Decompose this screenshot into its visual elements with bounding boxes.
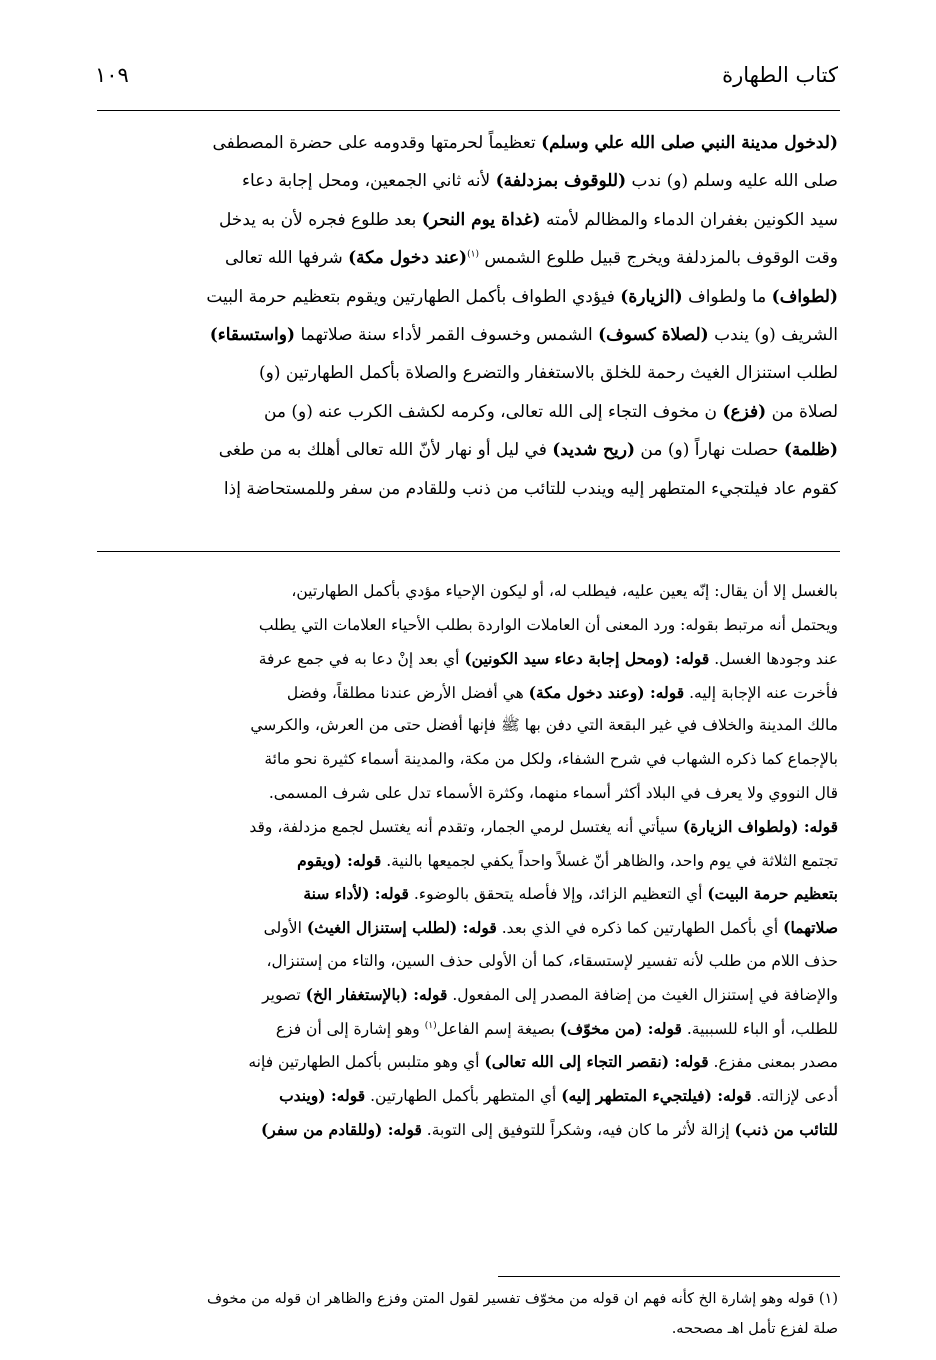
text-run: في ليل أو نهار لأنّ الله تعالى أهلك به من طغى (218, 440, 553, 461)
bold-phrase: (للوقوف بمزدلفة) (495, 171, 627, 192)
text-run: مالك المدينة والخلاف في غير البقعة التي دفن بها ﷺ فإنها أفضل حتى من العرش، والكرسي (250, 716, 838, 735)
text-run: سيأتي أنه يغتسل لرمي الجمار، وتقدم أنه يغتسل لجمع مزدلفة، وقد (249, 818, 683, 837)
main-text-line (96, 470, 838, 508)
bold-phrase: (واستسقاء) (209, 325, 296, 345)
text-run: الشريف (و) يندب (708, 325, 838, 345)
commentary-line (96, 810, 838, 843)
bold-phrase: (فزع) (722, 401, 767, 422)
text-run: الشمس وخسوف القمر لأداء سنة صلاتهما (295, 325, 599, 345)
commentary-line (96, 844, 838, 877)
commentary-line (96, 575, 838, 608)
text-run: لأنه ثاني الجمعين، ومحل إجابة دعاء (242, 171, 496, 192)
footnote-line (96, 1285, 838, 1313)
main-text-line (96, 316, 838, 354)
text-run: بالغسل إلا أن يقال: إنّه يعين عليه، فيطلب له، أو ليكون الإحياء مؤدي بأكمل الطهارتين، (291, 582, 838, 600)
bold-phrase: (عند دخول مكة) (348, 248, 468, 269)
text-run: أدعى لإزالته. (751, 1087, 838, 1105)
bold-phrase: قوله: (فيلتجيء المتطهر إليه) (561, 1086, 752, 1105)
text-run: حصلت نهاراً (و) من (635, 440, 784, 461)
bold-phrase: قوله: (لطلب إستنزال الغيث) (306, 918, 497, 937)
bold-phrase: (لطواف) (771, 286, 838, 307)
text-run: تعظيماً لحرمتها وقدومه على حضرة المصطفى (212, 133, 542, 153)
text-run: لصلاة من (766, 401, 838, 422)
page-number: ١٠٩ (95, 63, 129, 87)
text-run: تجتمع الثلاثة في يوم واحد، والظاهر أنّ غسلاً واحداً يكفي لجميعها بالنية. (381, 851, 838, 870)
commentary-line (96, 709, 838, 742)
text-run: تصوير (262, 986, 306, 1005)
text-run: صلى الله عليه وسلم (و) ندب (626, 171, 838, 192)
commentary-line (96, 743, 838, 776)
text-run: أي التعظيم الزائد، وإلا فأصله يتحقق بالوضوء. (408, 885, 708, 904)
text-run: ما ولطواف (682, 286, 772, 307)
text-run: أي وهو متلبس بأكمل الطهارتين فإنه (248, 1053, 485, 1072)
header-rule (97, 110, 840, 111)
bold-phrase: قوله: (ويقوم (297, 850, 382, 870)
text-run: لطلب استنزال الغيث رحمة للخلق بالاستغفار والتضرع والصلاة بأكمل الطهارتين (و) (259, 363, 838, 384)
commentary-line (96, 1079, 838, 1112)
text-run: هي أفضل الأرض عندنا مطلقاً، وفضل (286, 683, 529, 702)
text-run: أي المتطهر بأكمل الطهارتين. (365, 1087, 562, 1105)
text-run: شرفها الله تعالى (225, 248, 349, 269)
bold-phrase: قوله: (ولطواف الزيارة) (682, 817, 838, 837)
text-run: عند وجودها الغسل. (709, 650, 838, 669)
bold-phrase: قوله: (وعند دخول مكة) (528, 682, 685, 702)
footnote-marker: (١) (424, 1020, 437, 1031)
commentary-line (96, 1113, 838, 1146)
main-text-line (96, 431, 838, 469)
commentary-line (96, 777, 838, 810)
text-run: الأولى (263, 919, 307, 937)
text-run: (١) قوله وهو إشارة الخ كأنه فهم ان قوله من مخوّف تفسير لقول المتن وفزع والظاهر ان قوله من مخوف (206, 1291, 838, 1307)
bold-phrase: قوله: (من مخوّف) (559, 1018, 682, 1038)
main-text-line (96, 278, 838, 316)
running-title: كتاب الطهارة (722, 63, 838, 87)
footnote-rule (498, 1276, 840, 1277)
main-text-line (96, 124, 838, 162)
bold-phrase: قوله: (نقصر التجاء إلى الله تعالى) (484, 1052, 709, 1072)
text-run: أي بأكمل الطهارتين كما ذكره في الذي بعد. (496, 919, 784, 937)
bold-phrase: (لصلاة كسوف) (598, 325, 709, 345)
text-run: ويحتمل أنه مرتبط بقوله: ورد المعنى أن العاملات الواردة بطلب الأحياء العلامات التي يطلب (258, 615, 838, 634)
bold-phrase: (الزيارة) (620, 286, 683, 307)
main-text-line (96, 239, 838, 277)
footnote-marker: (١) (467, 249, 479, 260)
commentary-line (96, 911, 838, 944)
text-run: إزالة لأثر ما كان فيه، وشكراً للتوفيق إلى التوبة. (421, 1120, 735, 1139)
commentary-line (96, 1045, 838, 1078)
bold-phrase: صلاتهما) (783, 918, 838, 937)
main-text-line (96, 393, 838, 431)
text-run: وهو إشارة إلى أن فزع (275, 1019, 425, 1038)
bold-phrase: قوله: (بالإستغفار الخ) (305, 985, 448, 1005)
main-text-line (96, 354, 838, 392)
text-run: مصدر بمعنى مفزع. (708, 1053, 838, 1072)
commentary-line (96, 609, 838, 642)
bold-phrase: قوله: (وللقادم من سفر) (260, 1119, 422, 1139)
text-run: ن مخوف التجاء إلى الله تعالى، وكرمه لكشف الكرب عنه (و) من (263, 401, 723, 422)
main-text-line (96, 201, 838, 239)
section-divider (97, 551, 840, 552)
text-run: أي بعد إنْ دعا به في جمع عرفة (258, 650, 465, 669)
text-run: حذف اللام من طلب لأنه تفسير لإستسقاء، كما أن الأولى حذف السين، والتاء من إستنزال، (266, 951, 838, 970)
bold-phrase: للتائب من ذنب) (734, 1119, 838, 1139)
bold-phrase: (ظلمة) (783, 440, 838, 461)
text-run: بصيغة إسم الفاعل (436, 1019, 560, 1038)
bold-phrase: (غداة يوم النحر) (421, 209, 541, 230)
text-run: والإضافة في إستنزال الغيث من إضافة المصدر إلى المفعول. (447, 986, 838, 1005)
footnote-line (96, 1315, 838, 1343)
bold-phrase: قوله: (لأداء سنة (303, 884, 409, 904)
text-run: للطلب، أو الباء للسببية. (681, 1019, 838, 1038)
bold-phrase: (ريح شديد) (552, 440, 636, 461)
text-run: قال النووي ولا يعرف في البلاد أكثر أسماء منهما، وكثرة الأسماء تدل على شرف المسمى. (268, 783, 838, 802)
bold-phrase: (لدخول مدينة النبي صلى الله علي وسلم) (541, 133, 838, 153)
commentary-line (96, 945, 838, 978)
text-run: بالإجماع كما ذكره الشهاب في شرح الشفاء، ولكل من مكة، والمدينة أسماء كثيرة نحو مائة (264, 750, 838, 768)
main-text-line (96, 162, 838, 200)
commentary-line (96, 877, 838, 910)
commentary-line (96, 676, 838, 709)
commentary-line (96, 642, 838, 675)
bold-phrase: بتعظيم حرمة البيت) (707, 884, 838, 904)
commentary-line (96, 1012, 838, 1045)
text-run: صلة لفزع تأمل اهـ مصححه. (671, 1321, 838, 1337)
text-run: فيؤدي الطواف بأكمل الطهارتين ويقوم بتعظيم حرمة البيت (206, 286, 621, 307)
text-run: سيد الكونين بغفران الدماء والمظالم لأمته (540, 209, 838, 230)
bold-phrase: قوله: (ومحل إجابة دعاء سيد الكونين) (464, 649, 710, 669)
text-run: بعد طلوع فجره لأن به يدخل (218, 209, 422, 230)
text-run: كقوم عاد فيلتجيء المتطهر إليه ويندب للتائب من ذنب وللقادم من سفر وللمستحاضة إذا (223, 478, 838, 499)
text-run: وقت الوقوف بالمزدلفة ويخرج قبيل طلوع الشمس (478, 248, 838, 269)
commentary-line (96, 978, 838, 1011)
bold-phrase: قوله: (ويندب (279, 1086, 366, 1105)
text-run: فأخرت عنه الإجابة إليه. (684, 683, 838, 702)
